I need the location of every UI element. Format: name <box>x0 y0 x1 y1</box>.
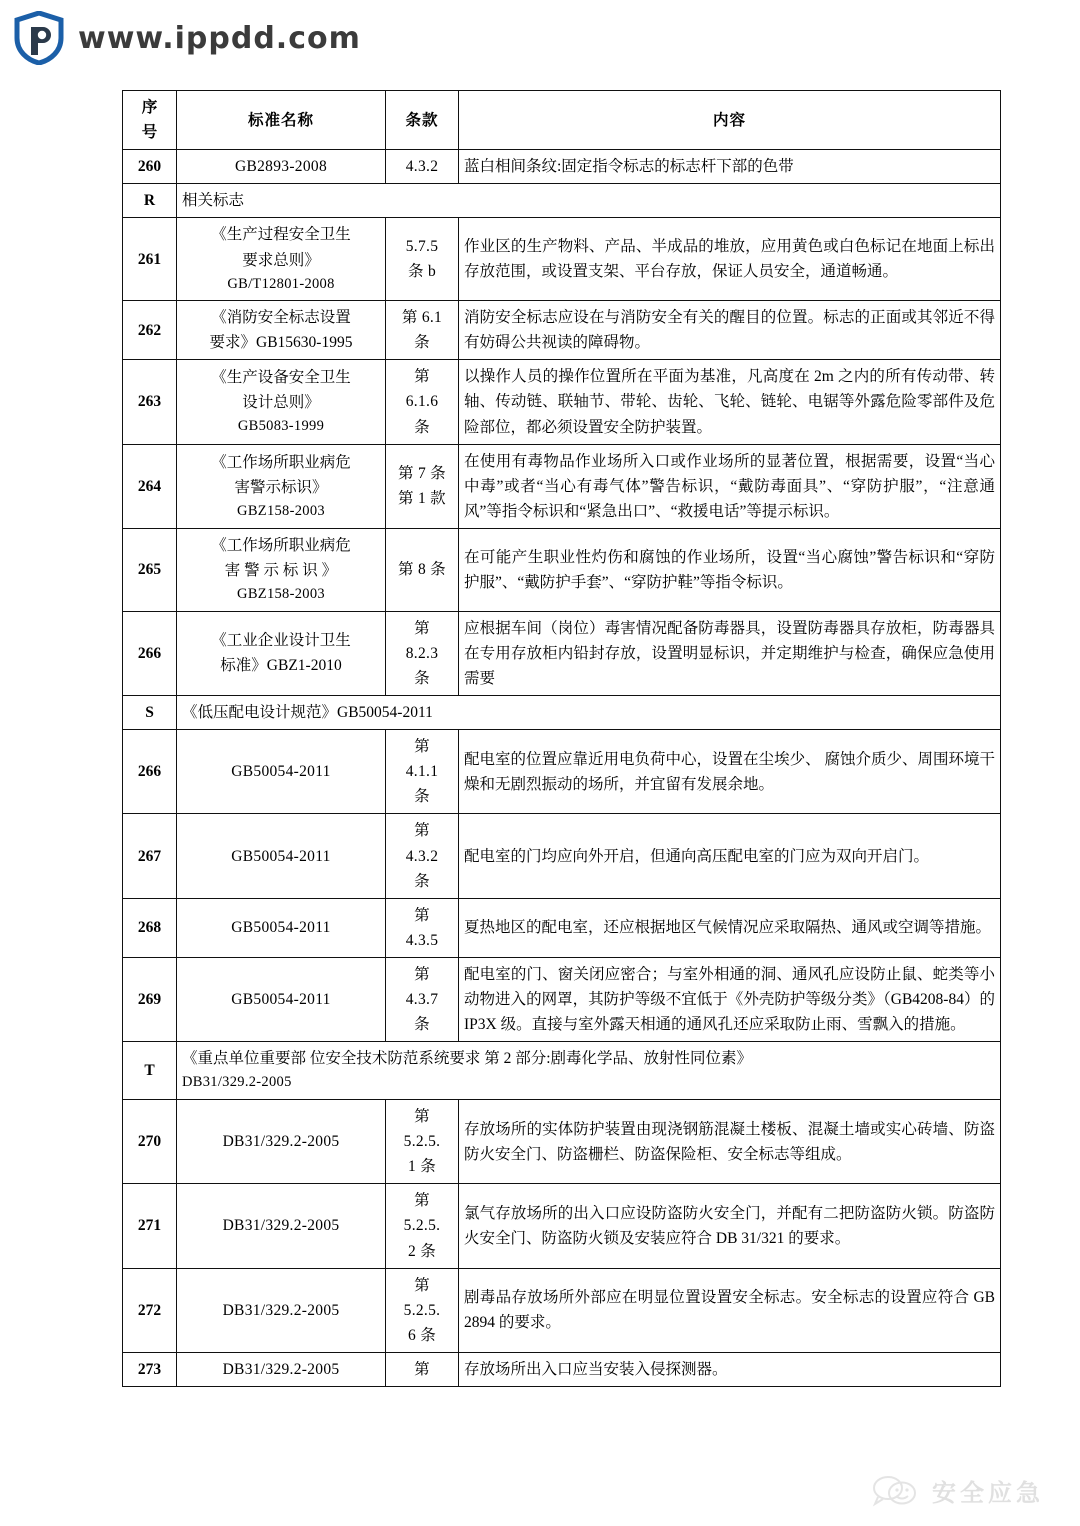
row-serial-number: 273 <box>123 1352 177 1386</box>
row-standard-name: DB31/329.2-2005 <box>177 1268 386 1352</box>
table-header-row <box>123 91 1001 150</box>
row-clause <box>386 958 459 1042</box>
clause-line-2: 4.3.2 <box>405 847 439 865</box>
site-header <box>14 10 361 66</box>
row-clause <box>386 1352 459 1386</box>
clause-line-2: 4.3.5 <box>405 931 439 949</box>
row-serial-number: 266 <box>123 730 177 814</box>
row-serial-number: 264 <box>123 444 177 528</box>
table-row <box>123 696 1001 730</box>
row-content: 消防安全标志应设在与消防安全有关的醒目的位置。标志的正面或其邻近不得有妨碍公共视读的障碍物。 <box>459 301 1001 360</box>
clause-line-1: 第 <box>414 1107 430 1125</box>
clause-line-3: 条 <box>414 669 430 687</box>
column-header-content: 内容 <box>459 91 1001 150</box>
table-row <box>123 301 1001 360</box>
clause-line-2: 条 b <box>407 263 437 281</box>
row-standard-name: GB50054-2011 <box>177 898 386 957</box>
table-header <box>123 91 1001 150</box>
section-title <box>177 696 1001 730</box>
row-standard-name <box>177 360 386 444</box>
row-standard-name: GB50054-2011 <box>177 730 386 814</box>
row-content: 蓝白相间条纹:固定指令标志的标志杆下部的色带 <box>459 150 1001 184</box>
clause-line-2: 条 <box>414 334 430 352</box>
row-content: 作业区的生产物料、产品、半成品的堆放，应用黄色或白色标记在地面上标出存放范围，或设置支架、平台存放，保证人员安全，通道畅通。 <box>459 218 1001 301</box>
row-content: 存放场所的实体防护装置由现浇钢筋混凝土楼板、混凝土墙或实心砖墙、防盗防火安全门、防盗栅栏、防盗保险柜、安全标志等组成。 <box>459 1099 1001 1183</box>
row-clause <box>386 1099 459 1183</box>
table-row <box>123 184 1001 218</box>
table-row <box>123 218 1001 301</box>
clause-line-2: 8.2.3 <box>405 644 439 662</box>
clause-line-2: 4.3.7 <box>405 991 439 1009</box>
row-content: 应根据车间（岗位）毒害情况配备防毒器具，设置防毒器具存放柜，防毒器具在专用存放柜内铅封存放，设置明显标识，并定期维护与检查，确保应急使用需要 <box>459 611 1001 695</box>
clause-line-3: 条 <box>414 1016 430 1034</box>
clause-line-1: 第 6.1 <box>401 309 443 327</box>
table-row <box>123 958 1001 1042</box>
clause-line-2: 6.1.6 <box>405 393 439 411</box>
section-letter: S <box>123 696 177 730</box>
clause-line-2: 5.2.5. <box>403 1217 441 1235</box>
row-standard-name: GB50054-2011 <box>177 958 386 1042</box>
row-standard-name: DB31/329.2-2005 <box>177 1352 386 1386</box>
standards-table <box>122 90 1001 1387</box>
site-url-text: www.ippdd.com <box>78 20 361 56</box>
row-clause <box>386 1184 459 1268</box>
clause-line-3: 条 <box>414 872 430 890</box>
table-row <box>123 1352 1001 1386</box>
row-serial-number: 265 <box>123 529 177 612</box>
clause-line-2: 4.1.1 <box>405 763 439 781</box>
table-row <box>123 1042 1001 1100</box>
section-title-line1: 《重点单位重要部 位安全技术防范系统要求 第 2 部分:剧毒化学品、放射性同位素》 <box>182 1050 753 1068</box>
row-clause <box>386 1268 459 1352</box>
row-serial-number: 263 <box>123 360 177 444</box>
row-serial-number: 260 <box>123 150 177 184</box>
table-row <box>123 611 1001 695</box>
watermark-label: 安全应急 <box>932 1481 1044 1507</box>
table-row <box>123 1099 1001 1183</box>
wechat-smiley-icon <box>870 1474 922 1508</box>
row-clause <box>386 444 459 528</box>
row-serial-number: 262 <box>123 301 177 360</box>
row-standard-name <box>177 529 386 612</box>
table-row <box>123 360 1001 444</box>
row-standard-name <box>177 611 386 695</box>
row-content: 配电室的门均应向外开启，但通向高压配电室的门应为双向开启门。 <box>459 814 1001 898</box>
row-standard-name: DB31/329.2-2005 <box>177 1184 386 1268</box>
row-standard-name <box>177 301 386 360</box>
row-standard-name: GB2893-2008 <box>177 150 386 184</box>
clause-line-1: 第 <box>414 619 430 637</box>
table-row <box>123 1184 1001 1268</box>
clause-line-1: 第 <box>414 1192 430 1210</box>
clause-line-1: 第 <box>414 1360 430 1378</box>
standard-name-line-1: 《消防安全标志设置 <box>211 309 351 327</box>
row-serial-number: 270 <box>123 1099 177 1183</box>
table-row <box>123 898 1001 957</box>
row-content: 配电室的位置应靠近用电负荷中心，设置在尘埃少、 腐蚀介质少、周围环境干燥和无剧烈振动的场所，并宜留有发展余地。 <box>459 730 1001 814</box>
clause-line-3: 1 条 <box>407 1158 437 1176</box>
clause-line-1: 第 <box>414 966 430 984</box>
row-clause <box>386 150 459 184</box>
row-content: 氯气存放场所的出入口应设防盗防火安全门，并配有二把防盗防火锁。防盗防火安全门、防盗防火锁及安装应符合 DB 31/321 的要求。 <box>459 1184 1001 1268</box>
row-clause <box>386 898 459 957</box>
standard-name-line-2: 要求》GB15630-1995 <box>209 334 353 352</box>
table-row <box>123 150 1001 184</box>
section-title-line1: 《低压配电设计规范》GB50054-2011 <box>182 704 433 722</box>
shield-p-logo-icon <box>14 11 64 65</box>
standard-name-code: GB/T12801-2008 <box>227 275 335 292</box>
clause-line-1: 第 <box>414 738 430 756</box>
clause-line-3: 2 条 <box>407 1242 437 1260</box>
clause-line-1: 4.3.2 <box>405 158 439 176</box>
section-title <box>177 1042 1001 1100</box>
row-serial-number: 271 <box>123 1184 177 1268</box>
row-content: 在使用有毒物品作业场所入口或作业场所的显著位置，根据需要，设置“当心中毒”或者“当心有毒气体”警告标识，“戴防毒面具”、“穿防护服”，“注意通风”等指令标识和“紧急出口”、“救援电话”等提示标识。 <box>459 444 1001 528</box>
section-letter: T <box>123 1042 177 1100</box>
clause-line-1: 第 <box>414 1276 430 1294</box>
row-serial-number: 267 <box>123 814 177 898</box>
standard-name-line-1: 《工作场所职业病危 <box>211 537 351 555</box>
clause-line-1: 第 <box>414 368 430 386</box>
row-content: 剧毒品存放场所外部应在明显位置设置安全标志。安全标志的设置应符合 GB 2894 的要求。 <box>459 1268 1001 1352</box>
standard-name-line-1: 《生产设备安全卫生 <box>211 369 351 387</box>
standard-name-code: GB5083-1999 <box>237 418 325 435</box>
row-standard-name: DB31/329.2-2005 <box>177 1099 386 1183</box>
clause-line-1: 第 <box>414 906 430 924</box>
row-clause <box>386 301 459 360</box>
row-serial-number: 269 <box>123 958 177 1042</box>
clause-line-1: 第 7 条 <box>397 465 446 483</box>
row-standard-name: GB50054-2011 <box>177 814 386 898</box>
row-standard-name <box>177 218 386 301</box>
row-clause <box>386 730 459 814</box>
standard-name-line-2: 标准》GBZ1-2010 <box>220 657 342 675</box>
section-title-line1: 相关标志 <box>182 192 245 210</box>
column-header-clause: 条款 <box>386 91 459 150</box>
row-clause <box>386 218 459 301</box>
row-clause <box>386 529 459 612</box>
clause-line-3: 条 <box>414 788 430 806</box>
standard-name-line-1: 《工作场所职业病危 <box>211 453 351 471</box>
row-content: 在可能产生职业性灼伤和腐蚀的作业场所，设置“当心腐蚀”警告标识和“穿防护服”、“戴防护手套”、“穿防护鞋”等指令标识。 <box>459 529 1001 612</box>
row-clause <box>386 814 459 898</box>
row-serial-number: 266 <box>123 611 177 695</box>
clause-line-2: 5.2.5. <box>403 1133 441 1151</box>
standard-name-line-2: 害警示标识》 <box>234 478 328 496</box>
table-row <box>123 529 1001 612</box>
table-row <box>123 814 1001 898</box>
row-clause <box>386 611 459 695</box>
row-content: 配电室的门、窗关闭应密合；与室外相通的洞、通风孔应设防止鼠、蛇类等小动物进入的网罩，其防护等级不宜低于《外壳防护等级分类》（GB4208-84）的 IP3X 级。直接与室外露天相通的通风孔还应采取防止雨、雪飘入的措施。 <box>459 958 1001 1042</box>
row-content: 夏热地区的配电室，还应根据地区气候情况应采取隔热、通风或空调等措施。 <box>459 898 1001 957</box>
table-row <box>123 730 1001 814</box>
footer-watermark <box>870 1473 1044 1508</box>
table-row <box>123 444 1001 528</box>
table-row <box>123 1268 1001 1352</box>
clause-line-3: 条 <box>414 418 430 436</box>
standard-name-line-2: 设计总则》 <box>242 394 320 412</box>
standard-name-line-2: 要求总则》 <box>242 251 320 269</box>
row-content: 存放场所出入口应当安装入侵探测器。 <box>459 1352 1001 1386</box>
clause-line-2: 5.2.5. <box>403 1301 441 1319</box>
column-header-serial-line2: 号 <box>141 124 158 142</box>
row-serial-number: 272 <box>123 1268 177 1352</box>
section-title-line2: DB31/329.2-2005 <box>182 1074 292 1091</box>
standard-name-code: GBZ158-2003 <box>237 586 325 603</box>
standard-name-line-1: 《生产过程安全卫生 <box>211 226 351 244</box>
column-header-serial-number <box>123 91 177 150</box>
clause-line-3: 6 条 <box>407 1326 437 1344</box>
clause-line-1: 第 8 条 <box>397 561 446 579</box>
row-serial-number: 261 <box>123 218 177 301</box>
standard-name-code: GBZ158-2003 <box>237 502 325 519</box>
clause-line-1: 第 <box>414 822 430 840</box>
section-title <box>177 184 1001 218</box>
clause-line-2: 第 1 款 <box>397 490 446 508</box>
row-content: 以操作人员的操作位置所在平面为基准，凡高度在 2m 之内的所有传动带、转轴、传动链、联轴节、带轮、齿轮、飞轮、链轮、电锯等外露危险零部件及危险部位，都必须设置安全防护装置。 <box>459 360 1001 444</box>
column-header-serial-line1: 序 <box>141 99 158 116</box>
standard-name-line-2: 害 警 示 标 识 》 <box>224 562 338 580</box>
clause-line-1: 5.7.5 <box>405 238 439 256</box>
table-body <box>123 150 1001 1387</box>
row-clause <box>386 360 459 444</box>
column-header-standard-name: 标准名称 <box>177 91 386 150</box>
row-serial-number: 268 <box>123 898 177 957</box>
standard-name-line-1: 《工业企业设计卫生 <box>211 632 351 650</box>
row-standard-name <box>177 444 386 528</box>
section-letter: R <box>123 184 177 218</box>
